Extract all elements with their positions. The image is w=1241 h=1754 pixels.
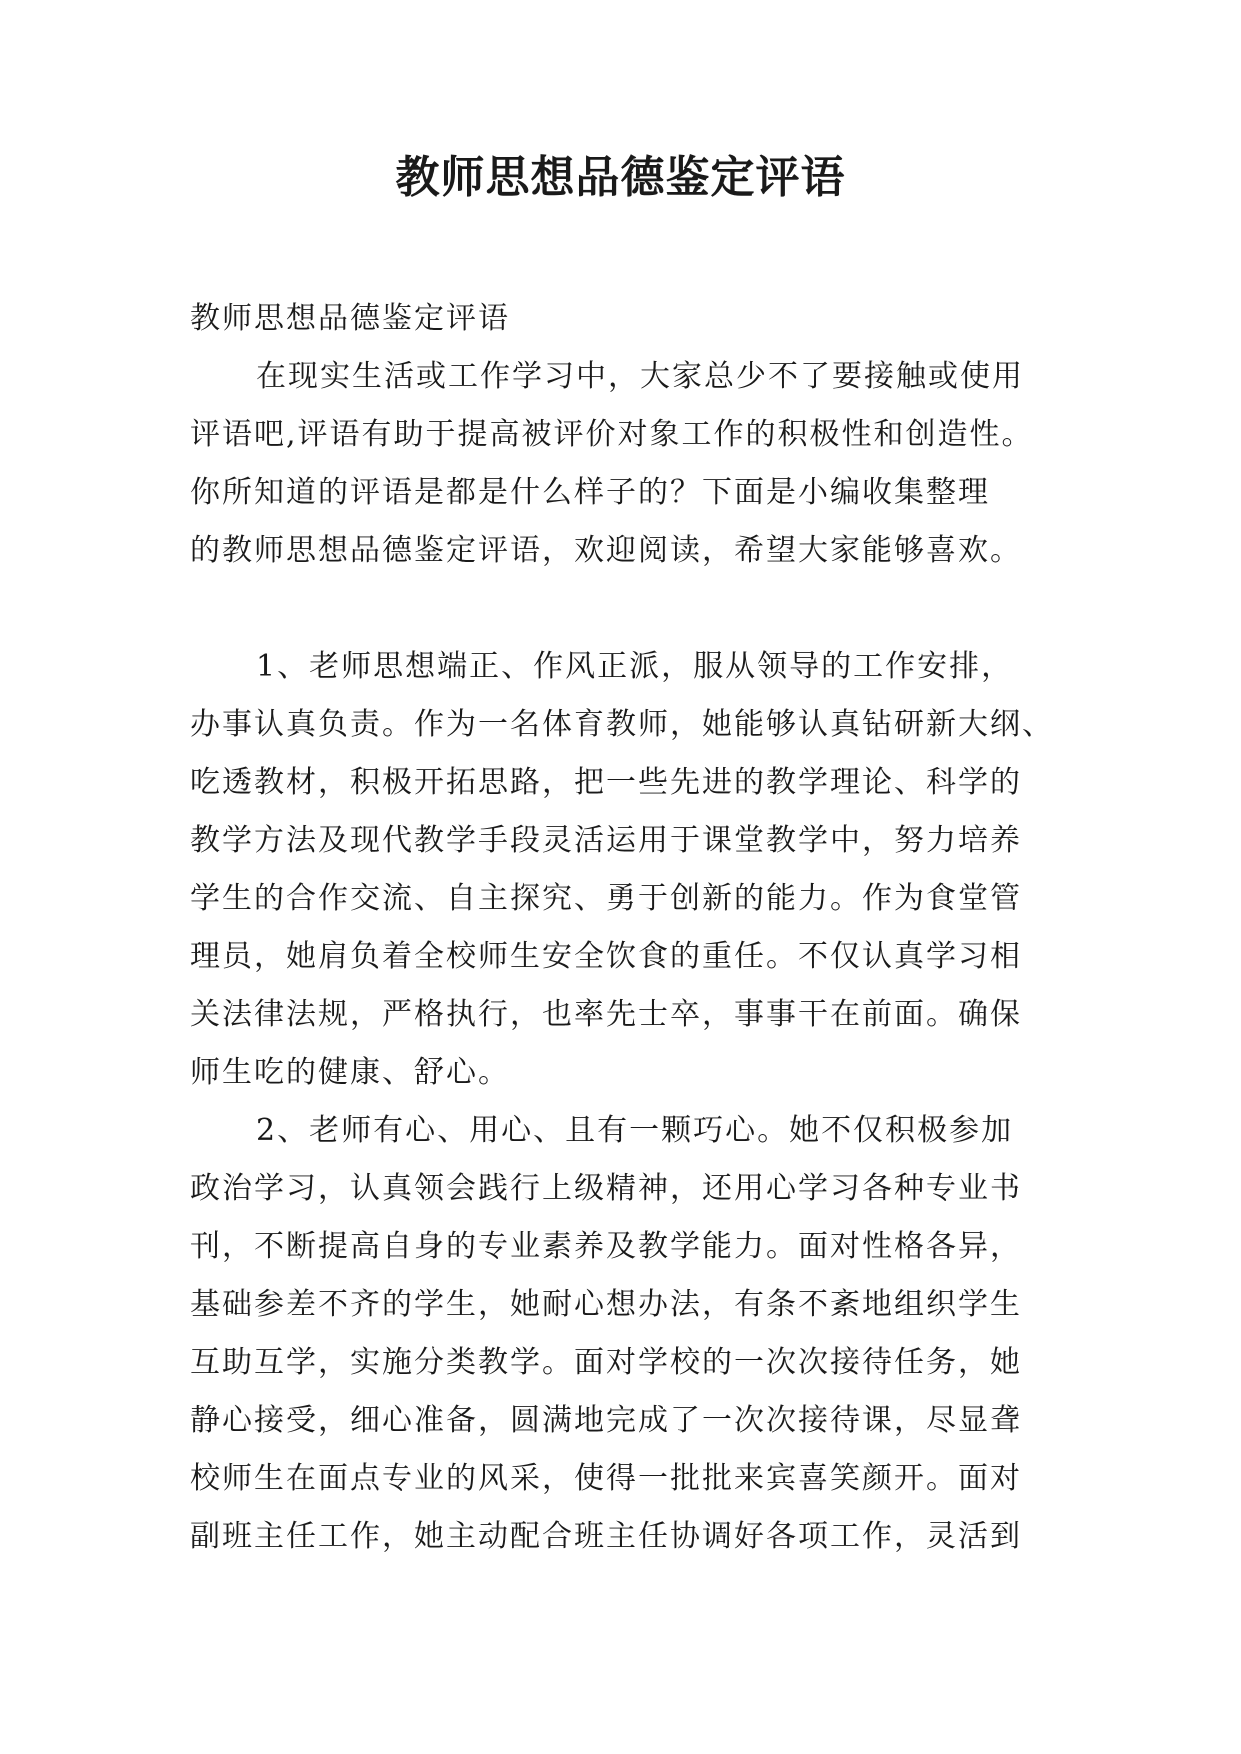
- document-subtitle: 教师思想品德鉴定评语: [190, 301, 510, 336]
- item2-line: 互助互学，实施分类教学。面对学校的一次次接待任务，她: [190, 1345, 1022, 1380]
- document-title: 教师思想品德鉴定评语: [395, 152, 846, 203]
- item1-line: 理员，她肩负着全校师生安全饮食的重任。不仅认真学习相: [190, 939, 1022, 974]
- item2-line: 基础参差不齐的学生，她耐心想办法，有条不紊地组织学生: [190, 1287, 1022, 1322]
- intro-line: 在现实生活或工作学习中，大家总少不了要接触或使用: [256, 359, 1024, 394]
- document-body: [190, 290, 1062, 1566]
- item2-line: 副班主任工作，她主动配合班主任协调好各项工作，灵活到: [190, 1519, 1022, 1554]
- item1-line: 师生吃的健康、舒心。: [190, 1055, 510, 1090]
- item2-line: 校师生在面点专业的风采，使得一批批来宾喜笑颜开。面对: [190, 1461, 1022, 1496]
- item1-line: 教学方法及现代教学手段灵活运用于课堂教学中，努力培养: [190, 823, 1022, 858]
- intro-line: 你所知道的评语是都是什么样子的？下面是小编收集整理: [190, 475, 990, 510]
- item1-line: 办事认真负责。作为一名体育教师，她能够认真钻研新大纲、: [190, 707, 1054, 742]
- intro-line: 评语吧,评语有助于提高被评价对象工作的积极性和创造性。: [190, 417, 1034, 452]
- item2-line: 静心接受，细心准备，圆满地完成了一次次接待课，尽显聋: [190, 1403, 1022, 1438]
- item1-line: 学生的合作交流、自主探究、勇于创新的能力。作为食堂管: [190, 881, 1022, 916]
- item1-line: 吃透教材，积极开拓思路，把一些先进的教学理论、科学的: [190, 765, 1022, 800]
- item2-line: 政治学习，认真领会践行上级精神，还用心学习各种专业书: [190, 1171, 1022, 1206]
- item1-line: 关法律法规，严格执行，也率先士卒，事事干在前面。确保: [190, 997, 1022, 1032]
- item2-line: 刊，不断提高自身的专业素养及教学能力。面对性格各异，: [190, 1229, 1022, 1264]
- intro-line: 的教师思想品德鉴定评语，欢迎阅读，希望大家能够喜欢。: [190, 533, 1022, 568]
- paragraph-gap: [190, 580, 1062, 638]
- item1-line: 1、老师思想端正、作风正派，服从领导的工作安排，: [256, 649, 1014, 684]
- item2-line: 2、老师有心、用心、且有一颗巧心。她不仅积极参加: [256, 1113, 1014, 1148]
